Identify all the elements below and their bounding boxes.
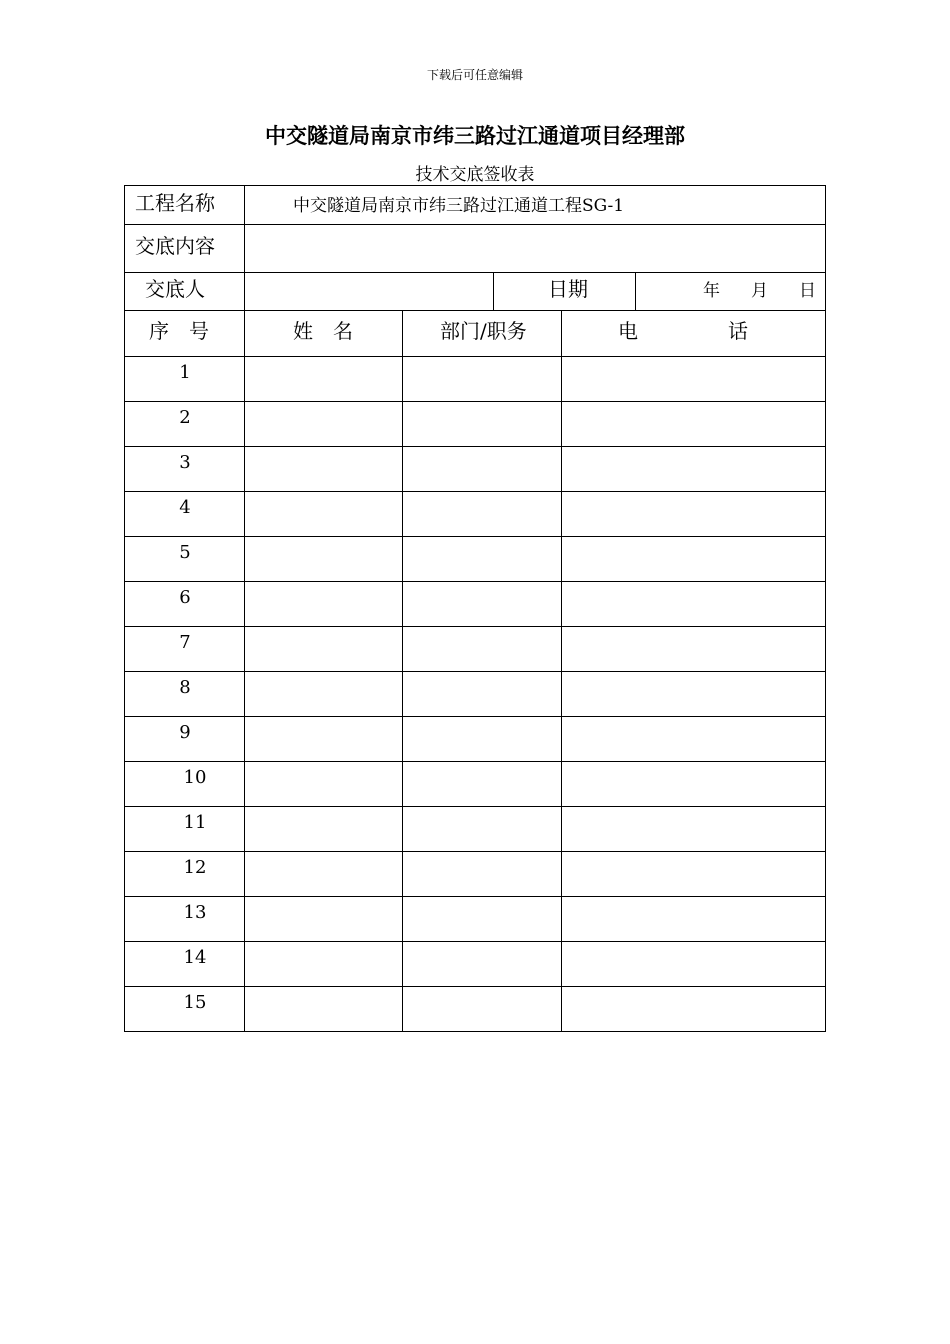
row-number: 5	[179, 542, 191, 563]
row-divider	[125, 716, 825, 717]
row-divider	[125, 581, 825, 582]
row-number: 2	[179, 407, 191, 428]
date-label: 日期	[548, 277, 588, 301]
content-field[interactable]	[245, 225, 825, 272]
date-day[interactable]: 日	[799, 281, 816, 301]
project-name-value[interactable]: 中交隧道局南京市纬三路过江通道工程SG-1	[293, 196, 625, 216]
row-divider	[125, 536, 825, 537]
row-number: 10	[183, 767, 207, 788]
row-divider	[125, 806, 825, 807]
row-number: 1	[179, 362, 191, 383]
sign-off-form	[124, 185, 826, 1032]
header-note: 下载后可任意编辑	[426, 68, 523, 82]
date-month[interactable]: 月	[751, 281, 768, 301]
column-divider	[635, 272, 636, 310]
row-divider	[125, 491, 825, 492]
project-name-label: 工程名称	[135, 191, 215, 215]
row-number: 6	[179, 587, 191, 608]
column-divider	[561, 310, 562, 1031]
row-divider	[125, 761, 825, 762]
row-divider	[125, 446, 825, 447]
header-seq: 序 号	[149, 319, 209, 343]
row-number: 9	[179, 722, 191, 743]
row-number: 15	[183, 992, 207, 1013]
row-number: 8	[179, 677, 191, 698]
row-number: 13	[183, 902, 207, 923]
row-divider	[125, 896, 825, 897]
page-title: 中交隧道局南京市纬三路过江通道项目经理部	[265, 124, 685, 148]
presenter-field[interactable]	[245, 273, 493, 310]
row-number: 14	[183, 947, 207, 968]
row-divider	[125, 401, 825, 402]
row-number: 4	[179, 497, 191, 518]
column-divider	[493, 272, 494, 310]
row-divider	[125, 671, 825, 672]
row-number: 7	[179, 632, 191, 653]
header-phone-left: 电	[618, 319, 638, 343]
header-phone-right: 话	[728, 319, 748, 343]
header-name: 姓 名	[293, 319, 353, 343]
content-label: 交底内容	[135, 234, 215, 258]
row-divider	[125, 626, 825, 627]
column-divider	[402, 310, 403, 1031]
row-divider	[125, 941, 825, 942]
row-number: 11	[183, 812, 207, 833]
form-title: 技术交底签收表	[415, 165, 535, 185]
row-divider	[125, 851, 825, 852]
row-divider	[125, 986, 825, 987]
row-divider	[125, 310, 825, 311]
date-year[interactable]: 年	[703, 281, 720, 301]
row-number: 3	[179, 452, 191, 473]
row-divider	[125, 356, 825, 357]
presenter-label: 交底人	[145, 277, 205, 301]
header-department: 部门/职务	[440, 319, 527, 343]
row-number: 12	[183, 857, 207, 878]
